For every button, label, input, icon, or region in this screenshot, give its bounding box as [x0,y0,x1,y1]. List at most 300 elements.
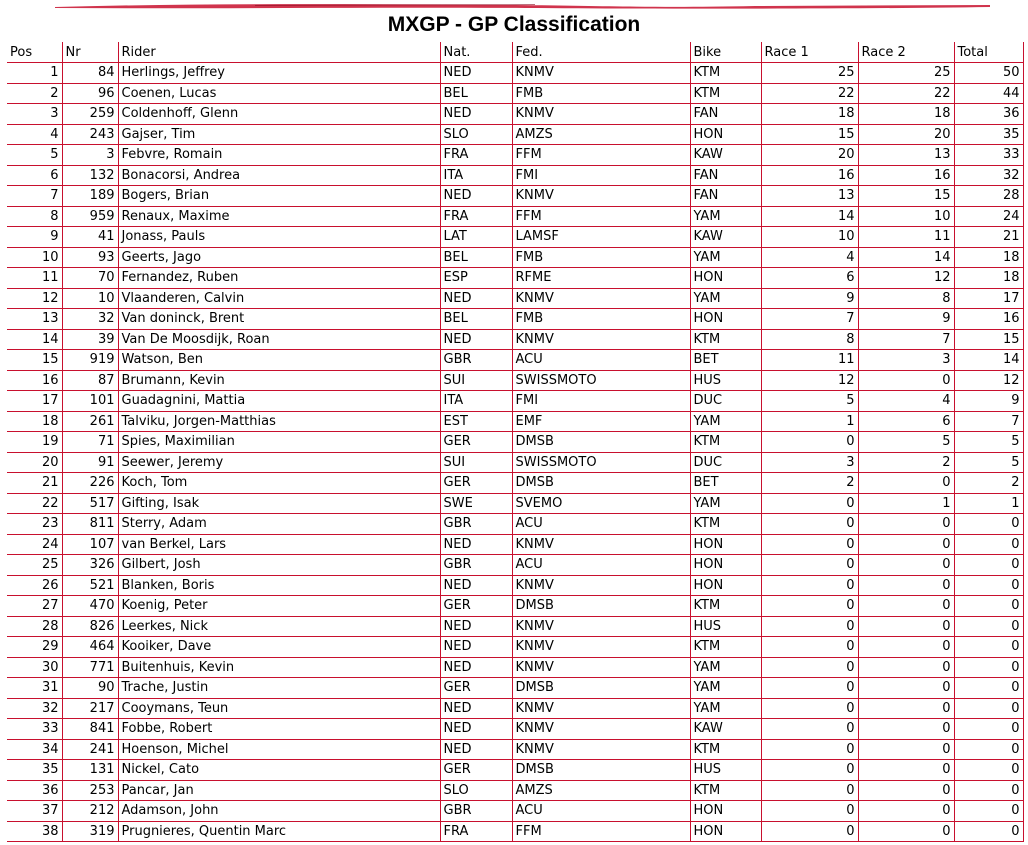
race-2-cell: 12 [858,268,954,289]
table-row [7,534,1023,555]
pos-cell: 22 [7,493,62,514]
fed-cell: FFM [512,206,690,227]
rider-cell: Seewer, Jeremy [118,452,440,473]
race-2-cell: 0 [858,616,954,637]
nr-cell: 226 [62,473,118,494]
total-cell: 0 [954,698,1023,719]
bike-cell: KTM [690,83,761,104]
rider-cell: Fernandez, Ruben [118,268,440,289]
total-cell: 17 [954,288,1023,309]
nr-cell: 10 [62,288,118,309]
pos-cell: 25 [7,555,62,576]
fed-cell: RFME [512,268,690,289]
race-2-cell: 20 [858,124,954,145]
bike-cell: FAN [690,104,761,125]
table-row [7,760,1023,781]
pos-cell: 2 [7,83,62,104]
classification-table [7,42,1024,842]
race-1-cell: 1 [761,411,858,432]
bike-cell: YAM [690,657,761,678]
column-header-race-1: Race 1 [761,42,858,63]
race-2-cell: 0 [858,760,954,781]
nr-cell: 521 [62,575,118,596]
total-cell: 44 [954,83,1023,104]
pos-cell: 38 [7,821,62,842]
nat-cell: NED [440,657,512,678]
race-1-cell: 9 [761,288,858,309]
pos-cell: 1 [7,63,62,84]
race-1-cell: 0 [761,575,858,596]
race-2-cell: 8 [858,288,954,309]
fed-cell: KNMV [512,739,690,760]
total-cell: 0 [954,719,1023,740]
race-2-cell: 5 [858,432,954,453]
total-cell: 12 [954,370,1023,391]
fed-cell: SVEMO [512,493,690,514]
table-row [7,493,1023,514]
race-1-cell: 20 [761,145,858,166]
total-cell: 16 [954,309,1023,330]
rider-cell: Blanken, Boris [118,575,440,596]
bike-cell: KAW [690,145,761,166]
race-1-cell: 0 [761,596,858,617]
bike-cell: HON [690,575,761,596]
rider-cell: Cooymans, Teun [118,698,440,719]
table-row [7,575,1023,596]
pos-cell: 4 [7,124,62,145]
race-1-cell: 13 [761,186,858,207]
bike-cell: YAM [690,678,761,699]
nat-cell: NED [440,575,512,596]
nr-cell: 32 [62,309,118,330]
rider-cell: Gilbert, Josh [118,555,440,576]
race-1-cell: 14 [761,206,858,227]
pos-cell: 23 [7,514,62,535]
fed-cell: KNMV [512,616,690,637]
column-header-nat: Nat. [440,42,512,63]
table-row [7,391,1023,412]
nat-cell: NED [440,698,512,719]
race-2-cell: 22 [858,83,954,104]
nat-cell: GBR [440,555,512,576]
table-row [7,616,1023,637]
rider-cell: Van doninck, Brent [118,309,440,330]
pos-cell: 29 [7,637,62,658]
nat-cell: SWE [440,493,512,514]
nat-cell: NED [440,719,512,740]
race-1-cell: 0 [761,821,858,842]
fed-cell: FMB [512,83,690,104]
total-cell: 0 [954,555,1023,576]
rider-cell: Fobbe, Robert [118,719,440,740]
nr-cell: 107 [62,534,118,555]
table-row [7,678,1023,699]
table-row [7,350,1023,371]
pos-cell: 11 [7,268,62,289]
fed-cell: SWISSMOTO [512,370,690,391]
race-2-cell: 0 [858,821,954,842]
race-1-cell: 5 [761,391,858,412]
rider-cell: Talviku, Jorgen-Matthias [118,411,440,432]
race-2-cell: 0 [858,739,954,760]
pos-cell: 31 [7,678,62,699]
total-cell: 0 [954,780,1023,801]
race-2-cell: 0 [858,575,954,596]
race-1-cell: 18 [761,104,858,125]
fed-cell: AMZS [512,780,690,801]
bike-cell: KTM [690,596,761,617]
nat-cell: ESP [440,268,512,289]
fed-cell: KNMV [512,104,690,125]
pos-cell: 17 [7,391,62,412]
total-cell: 50 [954,63,1023,84]
bike-cell: YAM [690,698,761,719]
nr-cell: 470 [62,596,118,617]
nr-cell: 3 [62,145,118,166]
total-cell: 0 [954,760,1023,781]
total-cell: 0 [954,739,1023,760]
nat-cell: GBR [440,350,512,371]
nr-cell: 87 [62,370,118,391]
rider-cell: Buitenhuis, Kevin [118,657,440,678]
nr-cell: 39 [62,329,118,350]
pos-cell: 10 [7,247,62,268]
nat-cell: NED [440,637,512,658]
pos-cell: 21 [7,473,62,494]
race-1-cell: 0 [761,678,858,699]
pos-cell: 26 [7,575,62,596]
race-1-cell: 0 [761,719,858,740]
fed-cell: KNMV [512,534,690,555]
total-cell: 21 [954,227,1023,248]
fed-cell: FMI [512,391,690,412]
table-row [7,329,1023,350]
total-cell: 0 [954,596,1023,617]
nat-cell: BEL [440,83,512,104]
nat-cell: BEL [440,247,512,268]
total-cell: 1 [954,493,1023,514]
total-cell: 14 [954,350,1023,371]
race-1-cell: 6 [761,268,858,289]
pos-cell: 5 [7,145,62,166]
rider-cell: Guadagnini, Mattia [118,391,440,412]
nat-cell: EST [440,411,512,432]
bike-cell: KAW [690,719,761,740]
rider-cell: Vlaanderen, Calvin [118,288,440,309]
total-cell: 0 [954,514,1023,535]
nat-cell: SLO [440,780,512,801]
total-cell: 0 [954,821,1023,842]
nat-cell: NED [440,63,512,84]
table-row [7,124,1023,145]
bike-cell: HON [690,268,761,289]
pos-cell: 35 [7,760,62,781]
nr-cell: 253 [62,780,118,801]
bike-cell: HUS [690,616,761,637]
bike-cell: KTM [690,63,761,84]
total-cell: 24 [954,206,1023,227]
pos-cell: 20 [7,452,62,473]
pos-cell: 36 [7,780,62,801]
total-cell: 0 [954,616,1023,637]
race-2-cell: 11 [858,227,954,248]
bike-cell: KTM [690,739,761,760]
rider-cell: Sterry, Adam [118,514,440,535]
bike-cell: YAM [690,288,761,309]
table-row [7,83,1023,104]
fed-cell: ACU [512,801,690,822]
nr-cell: 259 [62,104,118,125]
total-cell: 0 [954,801,1023,822]
race-1-cell: 0 [761,698,858,719]
nat-cell: FRA [440,206,512,227]
pos-cell: 8 [7,206,62,227]
pos-cell: 19 [7,432,62,453]
rider-cell: Prugnieres, Quentin Marc [118,821,440,842]
rider-cell: Nickel, Cato [118,760,440,781]
total-cell: 5 [954,452,1023,473]
race-2-cell: 0 [858,657,954,678]
rider-cell: Hoenson, Michel [118,739,440,760]
table-row [7,657,1023,678]
bike-cell: DUC [690,391,761,412]
table-row [7,432,1023,453]
nat-cell: GER [440,678,512,699]
header-brush-stroke-decoration [55,2,990,10]
table-row [7,596,1023,617]
fed-cell: KNMV [512,575,690,596]
nr-cell: 841 [62,719,118,740]
rider-cell: Coenen, Lucas [118,83,440,104]
nat-cell: GER [440,473,512,494]
race-2-cell: 9 [858,309,954,330]
nr-cell: 217 [62,698,118,719]
race-2-cell: 0 [858,473,954,494]
race-1-cell: 0 [761,780,858,801]
race-1-cell: 10 [761,227,858,248]
rider-cell: Herlings, Jeffrey [118,63,440,84]
nat-cell: NED [440,534,512,555]
race-1-cell: 0 [761,637,858,658]
nr-cell: 41 [62,227,118,248]
total-cell: 36 [954,104,1023,125]
race-1-cell: 0 [761,514,858,535]
bike-cell: YAM [690,493,761,514]
race-2-cell: 15 [858,186,954,207]
column-header-fed: Fed. [512,42,690,63]
race-1-cell: 0 [761,657,858,678]
total-cell: 7 [954,411,1023,432]
bike-cell: HON [690,821,761,842]
nr-cell: 91 [62,452,118,473]
race-2-cell: 18 [858,104,954,125]
rider-cell: Coldenhoff, Glenn [118,104,440,125]
fed-cell: KNMV [512,719,690,740]
nat-cell: GBR [440,801,512,822]
nat-cell: ITA [440,165,512,186]
race-1-cell: 0 [761,432,858,453]
nat-cell: NED [440,329,512,350]
pos-cell: 6 [7,165,62,186]
race-2-cell: 4 [858,391,954,412]
nat-cell: GER [440,760,512,781]
table-row [7,186,1023,207]
fed-cell: AMZS [512,124,690,145]
table-row [7,719,1023,740]
bike-cell: FAN [690,165,761,186]
race-1-cell: 2 [761,473,858,494]
pos-cell: 3 [7,104,62,125]
race-2-cell: 0 [858,555,954,576]
bike-cell: KTM [690,637,761,658]
race-1-cell: 0 [761,760,858,781]
total-cell: 9 [954,391,1023,412]
fed-cell: ACU [512,555,690,576]
rider-cell: Gajser, Tim [118,124,440,145]
table-row [7,145,1023,166]
nr-cell: 771 [62,657,118,678]
total-cell: 0 [954,575,1023,596]
nat-cell: FRA [440,145,512,166]
rider-cell: Bonacorsi, Andrea [118,165,440,186]
column-header-bike: Bike [690,42,761,63]
column-header-race-2: Race 2 [858,42,954,63]
race-2-cell: 0 [858,596,954,617]
rider-cell: Koenig, Peter [118,596,440,617]
bike-cell: HON [690,555,761,576]
table-row [7,780,1023,801]
fed-cell: KNMV [512,637,690,658]
bike-cell: HON [690,534,761,555]
table-header-row [7,42,1023,63]
pos-cell: 12 [7,288,62,309]
nr-cell: 326 [62,555,118,576]
pos-cell: 28 [7,616,62,637]
race-1-cell: 0 [761,739,858,760]
pos-cell: 16 [7,370,62,391]
rider-cell: Watson, Ben [118,350,440,371]
fed-cell: ACU [512,514,690,535]
nat-cell: GER [440,596,512,617]
table-row [7,63,1023,84]
pos-cell: 27 [7,596,62,617]
table-row [7,247,1023,268]
race-2-cell: 0 [858,801,954,822]
bike-cell: YAM [690,247,761,268]
table-row [7,514,1023,535]
nr-cell: 919 [62,350,118,371]
table-row [7,739,1023,760]
column-header-pos: Pos [7,42,62,63]
rider-cell: Jonass, Pauls [118,227,440,248]
nr-cell: 96 [62,83,118,104]
total-cell: 5 [954,432,1023,453]
total-cell: 2 [954,473,1023,494]
bike-cell: FAN [690,186,761,207]
race-1-cell: 8 [761,329,858,350]
race-2-cell: 0 [858,514,954,535]
race-1-cell: 16 [761,165,858,186]
race-1-cell: 7 [761,309,858,330]
rider-cell: Koch, Tom [118,473,440,494]
nr-cell: 93 [62,247,118,268]
race-1-cell: 3 [761,452,858,473]
rider-cell: Trache, Justin [118,678,440,699]
pos-cell: 33 [7,719,62,740]
fed-cell: FMB [512,247,690,268]
race-2-cell: 0 [858,678,954,699]
pos-cell: 13 [7,309,62,330]
rider-cell: Brumann, Kevin [118,370,440,391]
pos-cell: 14 [7,329,62,350]
fed-cell: FMI [512,165,690,186]
race-2-cell: 1 [858,493,954,514]
bike-cell: HON [690,124,761,145]
total-cell: 28 [954,186,1023,207]
column-header-total: Total [954,42,1023,63]
column-header-rider: Rider [118,42,440,63]
race-1-cell: 12 [761,370,858,391]
fed-cell: FFM [512,821,690,842]
nr-cell: 464 [62,637,118,658]
nat-cell: BEL [440,309,512,330]
fed-cell: DMSB [512,760,690,781]
total-cell: 18 [954,268,1023,289]
table-row [7,206,1023,227]
nr-cell: 826 [62,616,118,637]
page-title: MXGP - GP Classification [387,13,641,36]
nat-cell: GBR [440,514,512,535]
total-cell: 0 [954,534,1023,555]
bike-cell: KTM [690,329,761,350]
bike-cell: HON [690,801,761,822]
race-1-cell: 22 [761,83,858,104]
race-2-cell: 0 [858,698,954,719]
bike-cell: HON [690,309,761,330]
table-row [7,555,1023,576]
nr-cell: 90 [62,678,118,699]
fed-cell: ACU [512,350,690,371]
nat-cell: NED [440,104,512,125]
column-header-nr: Nr [62,42,118,63]
pos-cell: 15 [7,350,62,371]
nr-cell: 70 [62,268,118,289]
nat-cell: SUI [440,452,512,473]
fed-cell: LAMSF [512,227,690,248]
nr-cell: 243 [62,124,118,145]
fed-cell: KNMV [512,657,690,678]
nat-cell: SUI [440,370,512,391]
fed-cell: DMSB [512,678,690,699]
rider-cell: Spies, Maximilian [118,432,440,453]
table-row [7,165,1023,186]
fed-cell: FFM [512,145,690,166]
total-cell: 33 [954,145,1023,166]
race-2-cell: 6 [858,411,954,432]
race-2-cell: 14 [858,247,954,268]
bike-cell: YAM [690,206,761,227]
fed-cell: KNMV [512,698,690,719]
nr-cell: 241 [62,739,118,760]
race-2-cell: 7 [858,329,954,350]
nat-cell: GER [440,432,512,453]
table-row [7,698,1023,719]
table-row [7,288,1023,309]
nat-cell: NED [440,288,512,309]
table-row [7,637,1023,658]
pos-cell: 34 [7,739,62,760]
fed-cell: KNMV [512,288,690,309]
